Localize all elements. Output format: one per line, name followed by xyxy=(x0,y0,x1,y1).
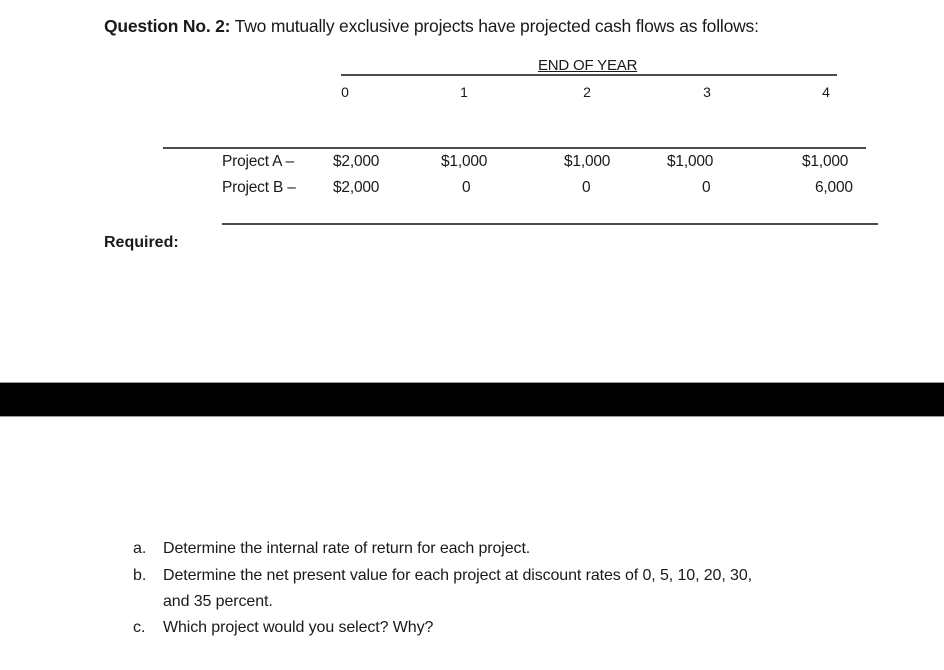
item-text-line-2: and 35 percent. xyxy=(163,593,273,610)
table-bottom-rule xyxy=(222,223,878,225)
redaction-bar xyxy=(0,382,944,417)
row-label: Project B – xyxy=(222,179,296,196)
row-label: Project A – xyxy=(222,153,294,170)
cell-year-3: $1,000 xyxy=(667,153,714,170)
cell-year-1: $1,000 xyxy=(441,153,488,170)
year-4: 4 xyxy=(822,84,830,100)
table-top-rule xyxy=(163,147,866,149)
cell-year-0: $2,000 xyxy=(333,153,380,170)
required-label: Required: xyxy=(104,234,179,251)
cell-year-0: $2,000 xyxy=(333,179,380,196)
year-2: 2 xyxy=(583,84,591,100)
year-0: 0 xyxy=(341,84,349,100)
cell-year-4: 6,000 xyxy=(815,179,853,196)
cell-year-4: $1,000 xyxy=(802,153,849,170)
item-text-line-1: Determine the net present value for each project at discount rates of 0, 5, 10, 20, 30, xyxy=(163,567,752,584)
year-3: 3 xyxy=(703,84,711,100)
year-1: 1 xyxy=(460,84,468,100)
cell-year-2: $1,000 xyxy=(564,153,611,170)
item-marker: a. xyxy=(133,540,147,557)
item-marker: c. xyxy=(133,619,146,636)
item-text: Which project would you select? Why? xyxy=(163,619,434,636)
header-rule xyxy=(341,74,837,76)
question-label: Question No. 2: xyxy=(104,16,231,36)
question-heading xyxy=(104,16,759,37)
end-of-year-header: END OF YEAR xyxy=(538,57,638,74)
item-marker: b. xyxy=(133,567,147,584)
item-text: Determine the internal rate of return for each project. xyxy=(163,540,531,557)
question-text: Two mutually exclusive projects have projected cash flows as follows: xyxy=(234,16,759,36)
cell-year-2: 0 xyxy=(582,179,591,196)
cell-year-1: 0 xyxy=(462,179,471,196)
cell-year-3: 0 xyxy=(702,179,711,196)
